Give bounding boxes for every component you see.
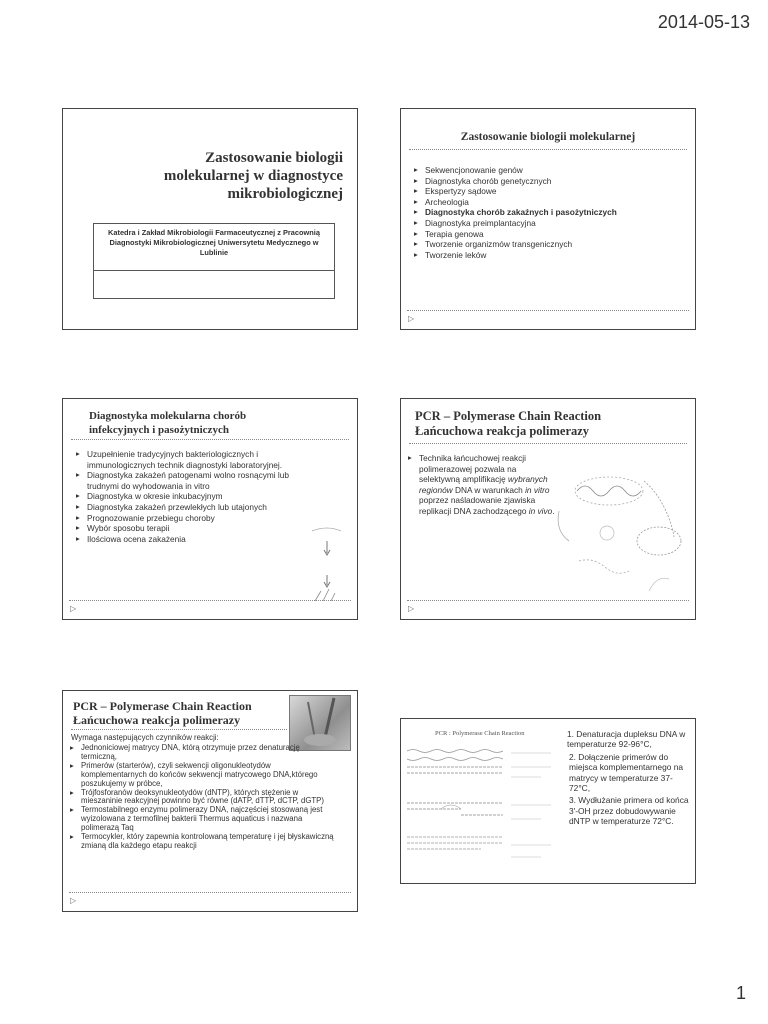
diagram-title: PCR : Polymerase Chain Reaction (435, 730, 525, 737)
bullet-icon: ▸ (408, 453, 412, 462)
document-date: 2014-05-13 (657, 12, 750, 32)
title-underline (409, 149, 687, 150)
list-item: ▸ Uzupełnienie tradycyjnych bakteriologicznych i immunologicznych technik diagnostyki laboratoryjnej. (75, 449, 311, 470)
slide-4 (400, 398, 696, 620)
title-underline (71, 439, 349, 440)
list-item: ▸ Diagnostyka chorób genetycznych (413, 176, 683, 187)
slide-title (73, 699, 252, 727)
pcr-cycle-sketch (401, 719, 569, 869)
slide-title (89, 409, 246, 437)
text-part: poprzez naśladowanie zjawiska replikacji DNA zachodzącego (419, 495, 536, 516)
list-item: ▸ Diagnostyka preimplantacyjna (413, 218, 683, 229)
slide-5 (62, 690, 358, 912)
slide-2 (400, 108, 696, 330)
slide-3 (62, 398, 358, 620)
list-item: ▸ Tworzenie organizmów transgenicznych (413, 239, 683, 250)
text-part: DNA w warunkach (452, 484, 526, 495)
title-line: PCR – Polymerase Chain Reaction (415, 409, 602, 423)
step-item: 3. Wydłużanie primera od końca 3'-OH przez dobudowywanie dNTP w temperaturze 72°C. (569, 795, 689, 827)
footer-line (69, 892, 351, 893)
list-item: ▸ Prognozowanie przebiegu choroby (75, 513, 311, 524)
list-item: ▸ Tworzenie leków (413, 250, 683, 261)
title-line: molekularnej w diagnostyce (163, 168, 343, 184)
slide-subtitle: Katedra i Zakład Mikrobiologii Farmaceutycznej z Pracownią Diagnostyki Mikrobiologicznej Uniwersytetu Medycznego w Lublinie (108, 228, 320, 257)
list-item: ▸ Ekspertyzy sądowe (413, 186, 683, 197)
footer-line (407, 600, 689, 601)
subtitle-box (93, 223, 335, 271)
list-item: ▸ Diagnostyka chorób zakaźnych i pasożytniczych (413, 207, 683, 218)
slide-1 (62, 108, 358, 330)
title-line: Łańcuchowa reakcja polimerazy (73, 713, 241, 727)
list-item: ▸ Terapia genowa (413, 229, 683, 240)
step-item: 1. Denaturacja dupleksu DNA w temperaturze 92-96°C, (567, 729, 686, 750)
text-italic: wybranych regionów (419, 474, 548, 495)
list-item: ▸ Archeologia (413, 197, 683, 208)
list-item: ▸ Diagnostyka w okresie inkubacyjnym (75, 491, 311, 502)
text-part: Technika łańcuchowej reakcji polimerazowej pozwala na selektywną amplifikację (419, 453, 526, 485)
slide-title (415, 409, 601, 439)
footer-line (69, 600, 351, 601)
pcr-diagram (401, 719, 569, 869)
slide-title: Zastosowanie biologii molekularnej (460, 131, 636, 143)
play-icon: ▷ (408, 604, 415, 613)
slide-6 (400, 718, 696, 884)
play-icon: ▷ (408, 314, 415, 323)
list-item: ▸ Sekwencjonowanie genów (413, 165, 683, 176)
list-item: ▸ Termocykler, który zapewnia kontrolowaną temperaturę i jej błyskawiczną zmianą dla każdego etapu reakcji (69, 833, 335, 851)
text-italic: in vitro (525, 484, 550, 495)
list-item: ▸ Wybór sposobu terapii (75, 523, 311, 534)
title-underline (409, 443, 687, 444)
list-item: ▸ Jednoniciowej matrycy DNA, którą otrzymuje przez denaturację termiczną, (69, 744, 335, 762)
footer-line (407, 310, 689, 311)
slide-title (83, 149, 343, 203)
dna-replication-illustration (549, 451, 689, 591)
text-part: . (552, 505, 555, 516)
page-number: 1 (735, 983, 746, 1003)
list-item: ▸ Diagnostyka zakażeń przewlekłych lub utajonych (75, 502, 311, 513)
list-item: ▸ Termostabilnego enzymu polimerazy DNA, najczęściej stosowaną jest wyizolowana z termofilnej bakterii Thermus aquaticus i nazwana polimerazą Taq (69, 806, 335, 833)
title-line: Zastosowanie biologii (205, 150, 343, 166)
pipette-sketch (290, 696, 350, 750)
title-line: PCR – Polymerase Chain Reaction (73, 699, 252, 713)
list-item: ▸ Primerów (starterów), czyli sekwencji oligonukleotydów komplementarnych do końców sekwencji matrycowego DNA,którego poszukujemy w próbce, (69, 762, 335, 789)
title-line: infekcyjnych i pasożytniczych (89, 424, 229, 436)
play-icon: ▷ (70, 604, 77, 613)
text-italic: in vivo (528, 505, 553, 516)
bullet-list (69, 744, 335, 851)
title-line: Łańcuchowa reakcja polimerazy (415, 424, 590, 438)
pcr-description (407, 453, 559, 517)
title-line: Diagnostyka molekularna chorób (89, 410, 247, 422)
empty-frame (93, 271, 335, 299)
list-item: ▸ Trójfosforanów deoksynukleotydów (dNTP), których stężenie w mieszaninie reakcyjnej powinno być równe (dATP, dTTP, dCTP, dGTP) (69, 789, 335, 807)
step-item: 2. Dołączenie primerów do miejsca komplementarnego na matrycy w temperaturze 37-72°C, (569, 751, 684, 794)
title-underline (71, 729, 287, 730)
title-line: mikrobiologicznej (227, 186, 343, 202)
bullet-list (413, 165, 683, 260)
play-icon: ▷ (70, 896, 77, 905)
bullet-list (75, 449, 311, 544)
list-item: ▸ Diagnostyka zakażeń patogenami wolno rosnącymi lub trudnymi do wyhodowania in vitro (75, 470, 311, 491)
list-item: ▸ Ilościowa ocena zakażenia (75, 534, 311, 545)
pcr-steps (567, 729, 693, 827)
small-sketch (307, 523, 347, 603)
intro-text: Wymaga następujących czynników reakcji: (71, 733, 219, 742)
